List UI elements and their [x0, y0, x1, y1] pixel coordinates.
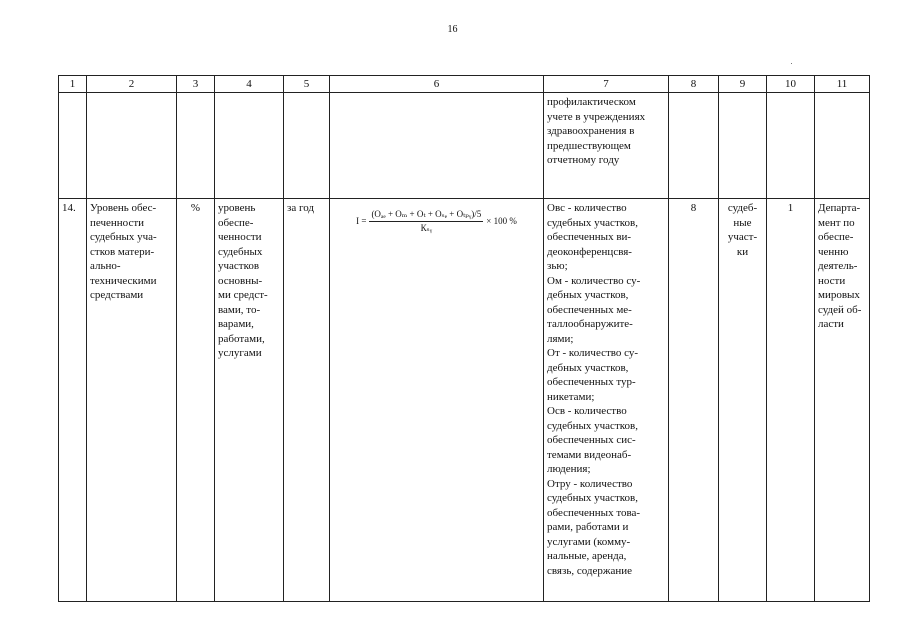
- variables-cell: Овс - количество судебных участков, обеспеченных ви- деоконференцсвя- зью; Ом - количество су- дебных участков, обеспеченных ме- таллообнаружите- лями; От - количество су- дебных участков, обеспеченных тур- никетами; Осв - количество судебных участков, обеспеченных сис- темами видеонаб- людения; Отру - количество судебных участков, обеспеченных това- рами, работами и услугами (комму- нальные, аренда, связь, содержание: [544, 199, 669, 602]
- formula-rhs: × 100 %: [486, 216, 517, 226]
- header-cell-11: 11: [815, 76, 870, 93]
- table-row: [59, 199, 870, 602]
- formula-cell: [330, 199, 544, 602]
- header-cell-5: 5: [284, 76, 330, 93]
- header-row: [59, 76, 870, 93]
- unit-cell: %: [177, 199, 215, 602]
- formula-lhs: I =: [356, 216, 367, 226]
- header-cell-1: 1: [59, 76, 87, 93]
- header-cell-4: 4: [215, 76, 284, 93]
- formula-fraction: [369, 209, 483, 234]
- header-cell-9: 9: [719, 76, 767, 93]
- formula: [333, 209, 540, 234]
- col9-cell: судеб- ные участ- ки: [719, 199, 767, 602]
- header-cell-2: 2: [87, 76, 177, 93]
- formula-numerator: (Оₐₑ + Оₘ + Оₜ + Оₛₑ + Оₜₚᵧ)/5: [369, 209, 483, 222]
- header-cell-8: 8: [669, 76, 719, 93]
- continuation-row: [59, 93, 870, 199]
- col10-cell: 1: [767, 199, 815, 602]
- header-cell-10: 10: [767, 76, 815, 93]
- col8-cell: 8: [669, 199, 719, 602]
- definition-cell: уровень обеспе- ченности судебных участков основны- ми средст- вами, то- варами, работами, услугами: [215, 199, 284, 602]
- indicator-name: Уровень обес- печенности судебных уча- стков матери- ально- техническими средствами: [87, 199, 177, 602]
- row-number: 14.: [59, 199, 87, 602]
- indicator-table: [58, 75, 870, 602]
- header-cell-6: 6: [330, 76, 544, 93]
- page-number: 16: [447, 24, 458, 35]
- responsible-cell: Департа- мент по обеспе- ченню деятель- ности мировых судей об- ласти: [815, 199, 870, 602]
- formula-denominator: Кₛᵧ: [420, 223, 433, 233]
- period-cell: за год: [284, 199, 330, 602]
- header-cell-7: 7: [544, 76, 669, 93]
- scan-dot: [791, 63, 792, 64]
- header-cell-3: 3: [177, 76, 215, 93]
- continuation-text: профилактическом учете в учреждениях здравоохранения в предшествующем отчетному году: [544, 93, 669, 199]
